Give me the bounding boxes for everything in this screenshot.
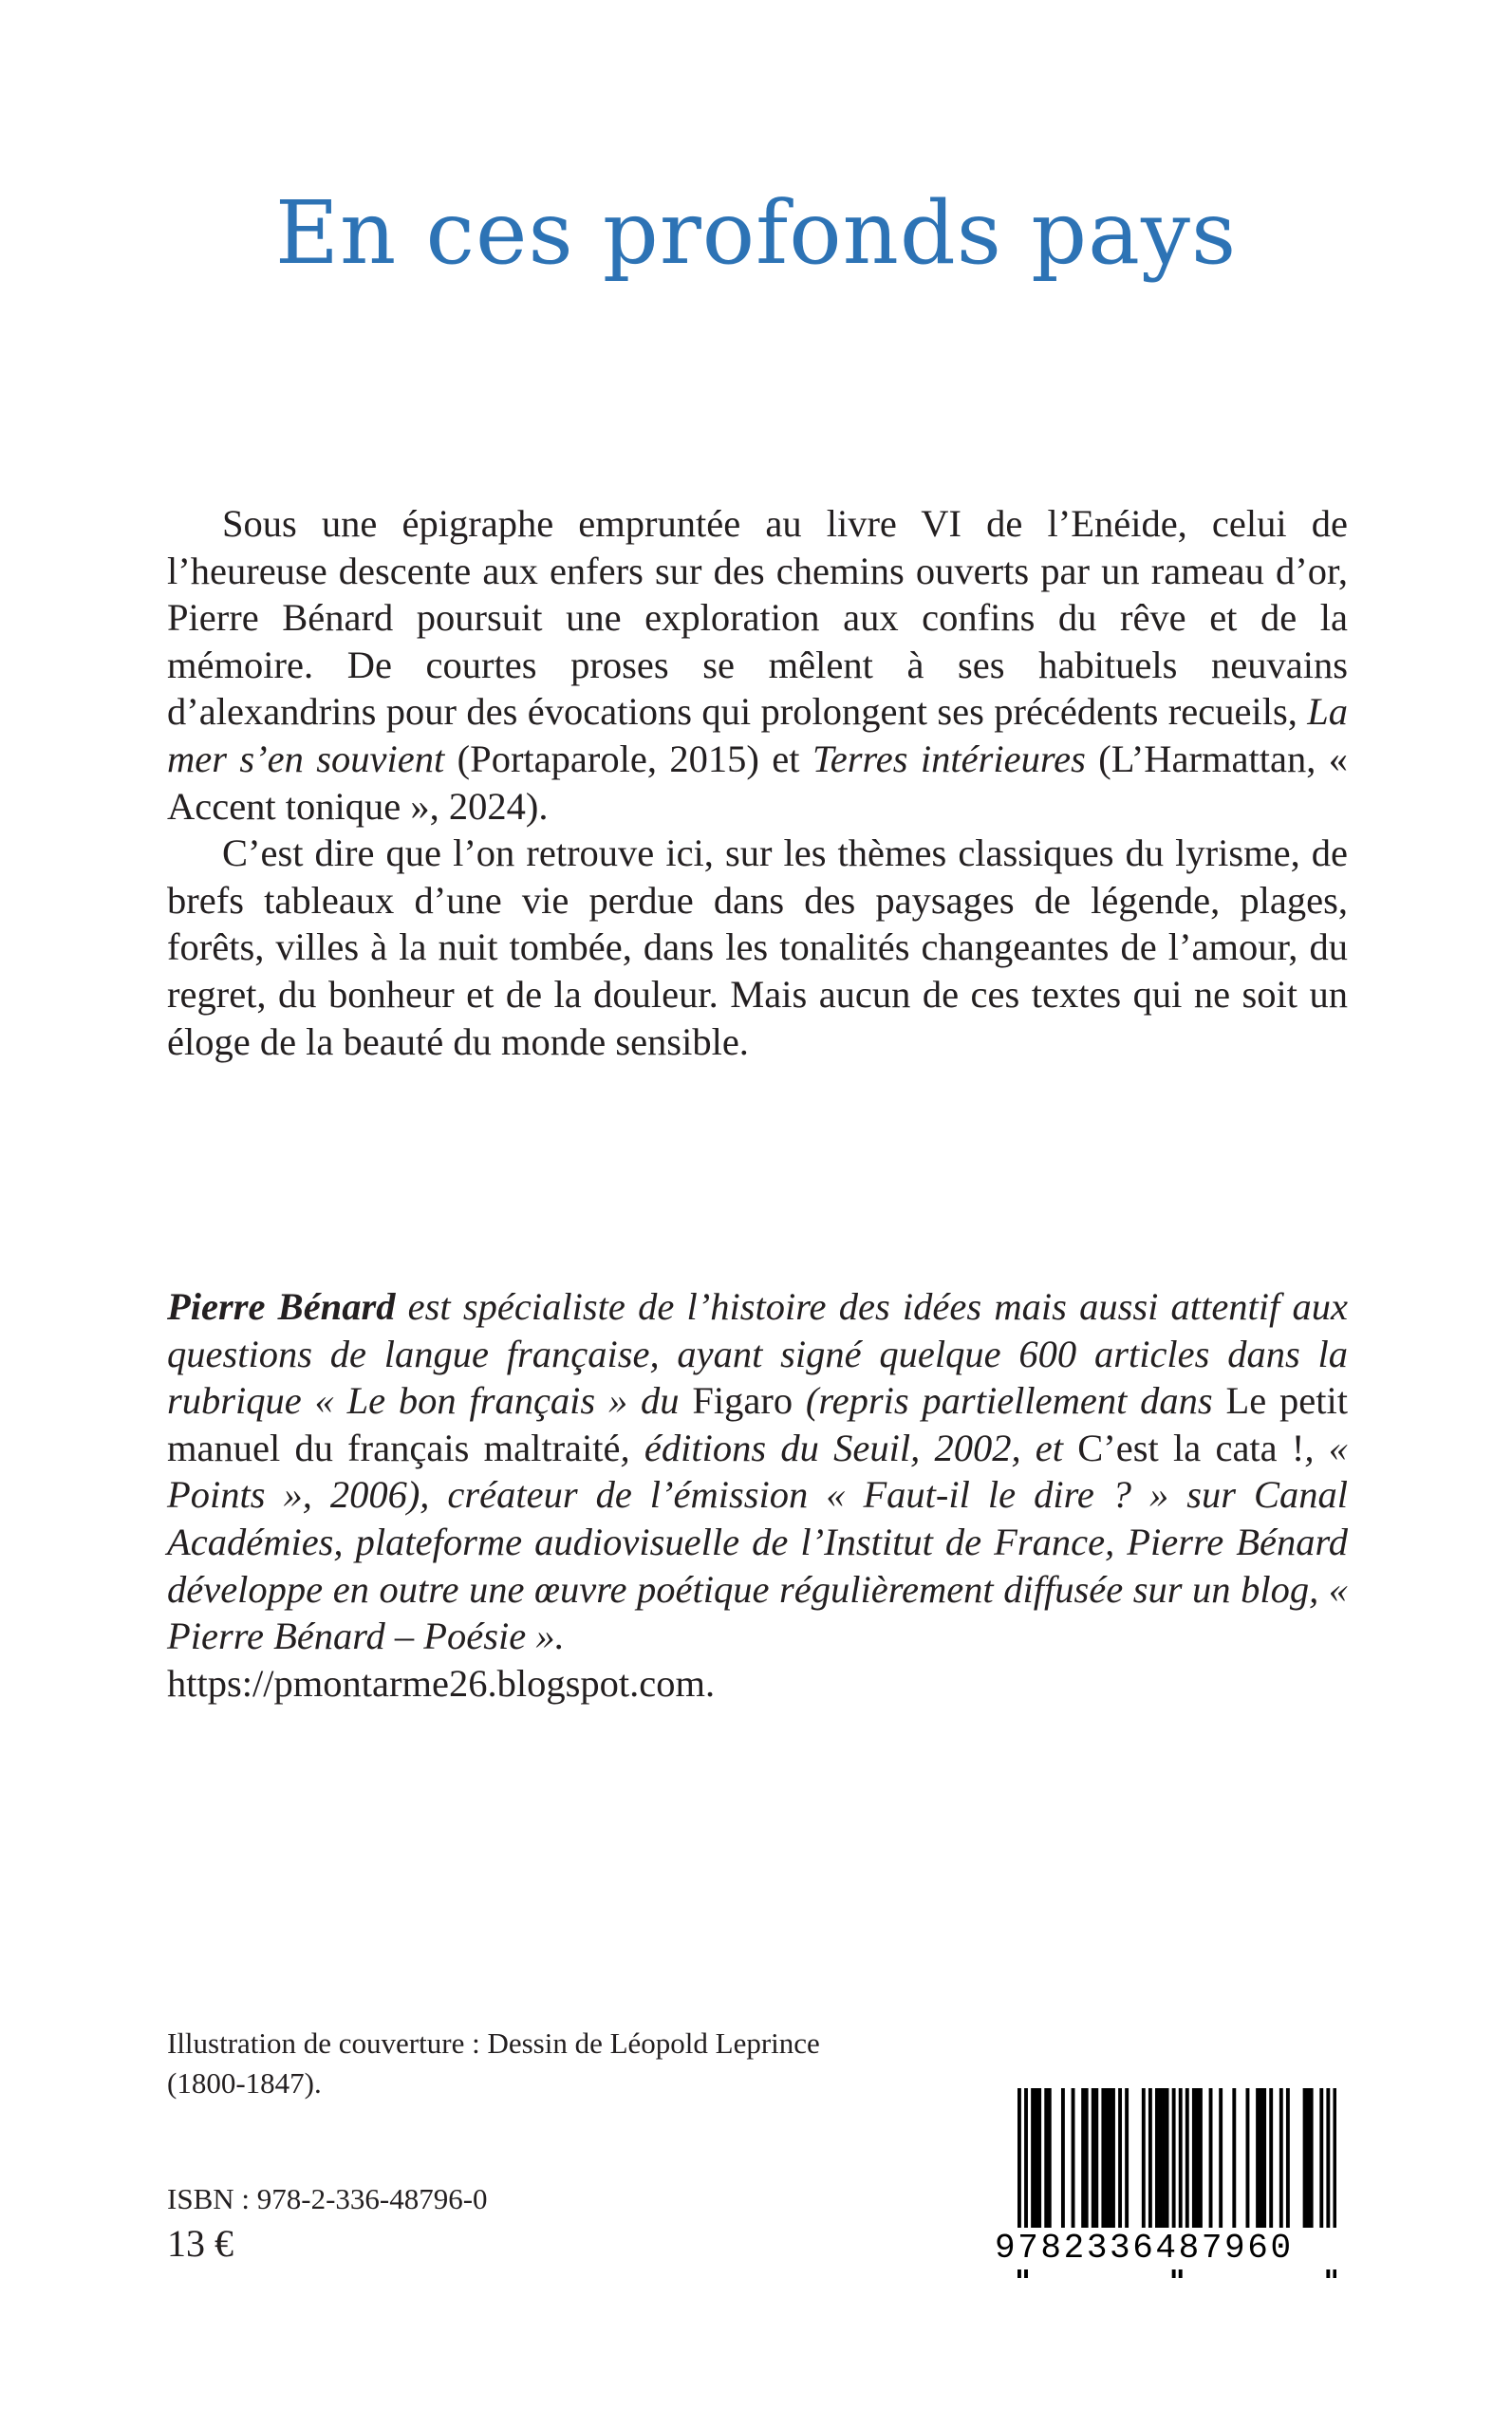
synopsis-paragraph-1 xyxy=(167,500,1348,830)
previous-book-title-1: La mer s’en souvient xyxy=(167,690,1348,780)
barcode-bar xyxy=(1111,2088,1115,2229)
barcode-bar xyxy=(1142,2088,1146,2229)
barcode-bar xyxy=(1256,2088,1260,2229)
isbn: ISBN : 978-2-336-48796-0 xyxy=(167,2182,488,2215)
barcode-bar xyxy=(1081,2088,1085,2229)
barcode-bar xyxy=(1094,2088,1098,2229)
book-title: En ces profonds pays xyxy=(274,181,1238,284)
barcode-bar xyxy=(1037,2088,1041,2229)
barcode-bar xyxy=(1260,2088,1263,2229)
barcode-bar xyxy=(1166,2088,1169,2229)
barcode-bar xyxy=(1219,2088,1223,2229)
barcode-bar xyxy=(1286,2088,1290,2229)
barcode-bar xyxy=(1199,2088,1203,2229)
barcode-bar xyxy=(1101,2088,1105,2229)
barcode-bar xyxy=(1061,2088,1065,2229)
bio-text-4: , « Points », 2006), créateur de l’émission « Faut-il le dire ? » sur Canal Académies, plateforme audiovisuelle de l’Institut de France, Pierre Bénard développe en outre une œuvre poétique régulièrement diffusée sur un blog, « Pierre Bénard – Poésie ». xyxy=(167,1426,1349,1658)
bio-book-title-1: Le petit manuel du français maltraité xyxy=(167,1379,1348,1469)
barcode-bar xyxy=(1048,2088,1052,2229)
cover-illustration-credit: Illustration de couverture : Dessin de Léopold Leprince (1800-1847). xyxy=(167,2026,820,2100)
barcode-bar xyxy=(1232,2088,1236,2229)
author-bio xyxy=(167,1283,1348,1707)
barcode-bar xyxy=(1192,2088,1196,2229)
barcode-bar xyxy=(1031,2088,1035,2229)
barcode-bar xyxy=(1035,2088,1038,2229)
barcode-bar xyxy=(1262,2088,1266,2229)
barcode-digits: 9782336487960 xyxy=(995,2228,1336,2269)
barcode-bar xyxy=(1269,2088,1273,2229)
blog-url: https://pmontarme26.blogspot.com. xyxy=(167,1661,716,1705)
price: 13 € xyxy=(167,2222,233,2265)
barcode-bar xyxy=(1246,2088,1250,2229)
synopsis-text-2: (Portaparole, 2015) et xyxy=(444,737,812,780)
bio-text-3: , éditions du Seuil, 2002, et xyxy=(620,1426,1078,1469)
previous-book-title-2: Terres intérieures xyxy=(812,737,1086,780)
barcode-bar xyxy=(1306,2088,1310,2229)
barcode-bar xyxy=(1092,2088,1095,2229)
barcode-bar xyxy=(1148,2088,1152,2229)
barcode-bar xyxy=(1072,2088,1075,2229)
synopsis-text-1: Sous une épigraphe empruntée au livre VI de l’Enéide, celui de l’heureuse descente aux enfers sur des chemins ouverts par un rameau d’or, Pierre Bénard poursuit une exploration aux confins du rêve et de la mémoire. De courtes proses se mêlent à ses habituels neuvains d’alexandrins pour des évocations qui prolongent ses précédents recueils, xyxy=(167,502,1348,734)
barcode-bar xyxy=(1310,2088,1314,2229)
bio-text-1: est spécialiste de l’histoire des idées mais aussi attentif aux questions de langue française, ayant signé quelque 600 articles dans la rubrique « Le bon français » du xyxy=(167,1285,1348,1423)
barcode-bar xyxy=(1044,2088,1048,2229)
newspaper-name: Figaro xyxy=(692,1379,793,1423)
synopsis-paragraph-2: C’est dire que l’on retrouve ici, sur les thèmes classiques du lyrisme, de brefs tableaux d’une vie perdue dans des paysages de légende, plages, forêts, villes à la nuit tombée, dans les tonalités changeantes de l’amour, du regret, du bonheur et de la douleur. Mais aucun de ces textes qui ne soit un éloge de la beauté du monde sensible. xyxy=(167,831,1348,1063)
barcode-bar xyxy=(1085,2088,1089,2229)
barcode-bar xyxy=(1303,2088,1307,2229)
barcode-bar xyxy=(1185,2088,1189,2229)
barcode-bar xyxy=(1162,2088,1166,2229)
bio-book-title-2: C’est la cata ! xyxy=(1077,1426,1305,1469)
barcode-bar xyxy=(1319,2088,1323,2229)
synopsis-text-3: (L’Harmattan, « Accent tonique », 2024). xyxy=(167,737,1348,828)
barcode-bar xyxy=(1209,2088,1213,2229)
barcode-bar xyxy=(1155,2088,1159,2229)
barcode-bar xyxy=(1105,2088,1109,2229)
author-name: Pierre Bénard xyxy=(167,1285,396,1328)
barcode-bar xyxy=(1125,2088,1129,2229)
barcode-bar xyxy=(1108,2088,1111,2229)
bio-text-2: (repris partiellement dans xyxy=(793,1379,1226,1423)
synopsis xyxy=(167,500,1348,1065)
barcode-bar xyxy=(1159,2088,1163,2229)
barcode-bar xyxy=(1118,2088,1122,2229)
barcode-bar xyxy=(1279,2088,1283,2229)
barcode-bar xyxy=(1195,2088,1199,2229)
